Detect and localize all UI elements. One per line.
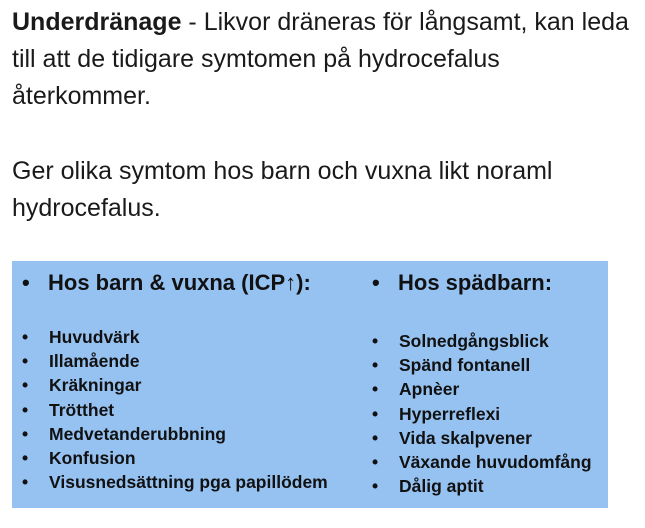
bullet-icon: • (22, 472, 29, 493)
bullet-icon: • (22, 270, 30, 295)
infants-heading-text: Hos spädbarn: (398, 270, 553, 295)
bullet-icon: • (372, 476, 379, 497)
list-item: • Trötthet (22, 398, 328, 422)
list-item: • Konfusion (22, 446, 328, 470)
intro-paragraph (12, 4, 632, 115)
bullet-icon: • (372, 427, 379, 448)
adults-symptom-list (22, 325, 328, 494)
list-item: • Medvetanderubbning (22, 422, 328, 446)
list-item: • Solnedgångsblick (372, 329, 592, 353)
bullet-icon: • (372, 379, 379, 400)
infants-heading (372, 269, 552, 297)
list-item: • Hyperreflexi (372, 402, 592, 426)
bullet-icon: • (22, 327, 29, 347)
bullet-icon: • (22, 375, 29, 396)
list-item: • Kräkningar (22, 373, 328, 397)
bullet-icon: • (372, 452, 379, 473)
adults-heading (22, 269, 311, 297)
intro-term: Underdränage (12, 8, 182, 36)
symptom-box (12, 261, 608, 508)
bullet-icon: • (22, 423, 29, 444)
list-item: • Apnèer (372, 377, 592, 401)
bullet-icon: • (22, 448, 29, 469)
intro-text: - Likvor dräneras för långsamt, kan leda till att de tidigare symtomen på hydrocefalus återkommer. (12, 8, 629, 110)
bullet-icon: • (22, 351, 29, 372)
adults-heading-text: Hos barn & vuxna (ICP↑): (48, 270, 311, 295)
bullet-icon: • (372, 403, 379, 424)
bullet-icon: • (372, 270, 380, 295)
list-item: • Spänd fontanell (372, 353, 592, 377)
bullet-icon: • (372, 331, 379, 351)
bullet-icon: • (22, 399, 29, 420)
list-item: • Illamående (22, 349, 328, 373)
list-item: • Visusnedsättning pga papillödem (22, 470, 328, 494)
list-item: • Vida skalpvener (372, 426, 592, 450)
list-item: • Huvudvärk (22, 325, 328, 349)
infants-symptom-list (372, 329, 592, 498)
list-item: • Växande huvudomfång (372, 450, 592, 474)
second-paragraph: Ger olika symtom hos barn och vuxna likt noraml hydrocefalus. (12, 157, 553, 222)
bullet-icon: • (372, 355, 379, 376)
list-item: • Dålig aptit (372, 474, 592, 498)
